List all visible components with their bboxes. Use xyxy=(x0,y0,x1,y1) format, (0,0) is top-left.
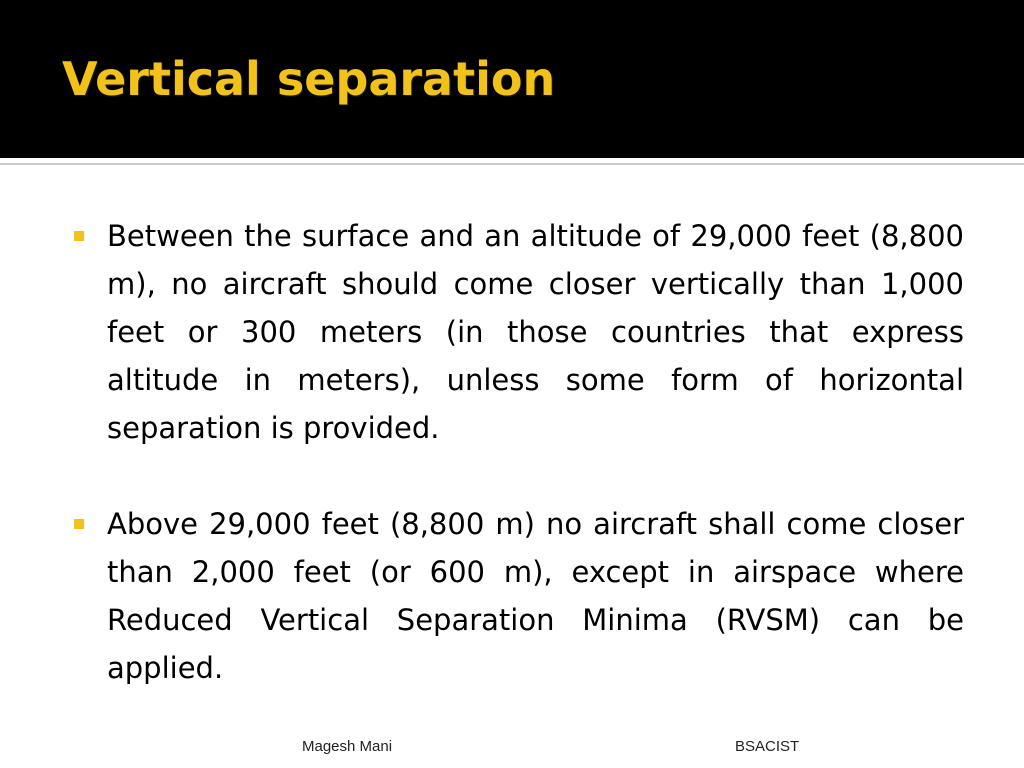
title-bar xyxy=(0,0,1024,158)
slide-content xyxy=(74,212,964,692)
square-bullet-icon xyxy=(74,519,84,529)
bullet-item xyxy=(74,212,964,452)
bullet-text: Between the surface and an altitude of 29,000 feet (8,800 m), no aircraft should come closer vertically than 1,000 feet or 300 meters (in those countries that express altitude in meters), unless some form of horizontal separation is provided. xyxy=(107,219,964,445)
bullet-item xyxy=(74,500,964,692)
footer-author: Magesh Mani xyxy=(302,738,393,755)
square-bullet-icon xyxy=(74,231,84,241)
title-divider xyxy=(0,163,1024,165)
footer-organization: BSACIST xyxy=(735,738,800,755)
bullet-text: Above 29,000 feet (8,800 m) no aircraft shall come closer than 2,000 feet (or 600 m), except in airspace where Reduced Vertical Separation Minima (RVSM) can be applied. xyxy=(107,507,964,685)
slide-title: Vertical separation xyxy=(62,52,556,106)
